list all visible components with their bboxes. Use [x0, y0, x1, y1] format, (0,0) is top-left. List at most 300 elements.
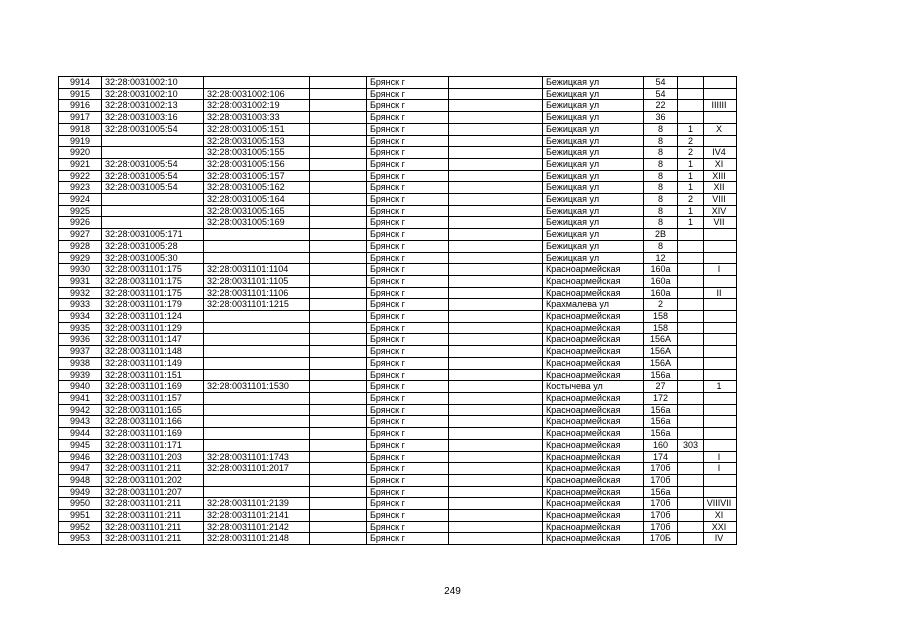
- cadastral-number-cell: 32:28:0031101:166: [102, 416, 204, 428]
- street-cell: Красноармейская: [543, 287, 644, 299]
- row-number-cell: 9916: [59, 100, 102, 112]
- empty-cell: [449, 521, 543, 533]
- cadastral-number-cell: 32:28:0031005:28: [102, 240, 204, 252]
- house-cell: 170б: [644, 521, 678, 533]
- table-row: [59, 240, 737, 252]
- city-cell: Брянск г: [367, 217, 449, 229]
- city-cell: Брянск г: [367, 205, 449, 217]
- empty-cell: [449, 381, 543, 393]
- flat-cell: [678, 428, 704, 440]
- table-row: [59, 194, 737, 206]
- empty-cell: [310, 217, 367, 229]
- empty-cell: [310, 334, 367, 346]
- empty-cell: [310, 170, 367, 182]
- table-row: [59, 170, 737, 182]
- object-number-cell: [204, 334, 310, 346]
- house-cell: 160а: [644, 264, 678, 276]
- city-cell: Брянск г: [367, 299, 449, 311]
- empty-cell: [449, 404, 543, 416]
- flat-cell: 1: [678, 205, 704, 217]
- table-row: [59, 299, 737, 311]
- flat-cell: [678, 264, 704, 276]
- table-row: [59, 135, 737, 147]
- flat-cell: [678, 463, 704, 475]
- street-cell: Красноармейская: [543, 369, 644, 381]
- city-cell: Брянск г: [367, 521, 449, 533]
- room-cell: [704, 369, 737, 381]
- street-cell: Красноармейская: [543, 428, 644, 440]
- row-number-cell: 9929: [59, 252, 102, 264]
- house-cell: 172: [644, 392, 678, 404]
- table-row: [59, 486, 737, 498]
- city-cell: Брянск г: [367, 369, 449, 381]
- city-cell: Брянск г: [367, 252, 449, 264]
- row-number-cell: 9948: [59, 474, 102, 486]
- city-cell: Брянск г: [367, 510, 449, 522]
- empty-cell: [449, 498, 543, 510]
- street-cell: Красноармейская: [543, 498, 644, 510]
- table-row: [59, 428, 737, 440]
- house-cell: 158: [644, 322, 678, 334]
- room-cell: [704, 334, 737, 346]
- table-row: [59, 182, 737, 194]
- flat-cell: 1: [678, 170, 704, 182]
- flat-cell: 1: [678, 158, 704, 170]
- room-cell: [704, 275, 737, 287]
- room-cell: XII: [704, 182, 737, 194]
- flat-cell: [678, 416, 704, 428]
- cadastral-number-cell: [102, 205, 204, 217]
- flat-cell: [678, 510, 704, 522]
- table-row: [59, 100, 737, 112]
- house-cell: 156а: [644, 428, 678, 440]
- object-number-cell: [204, 311, 310, 323]
- room-cell: [704, 299, 737, 311]
- cadastral-number-cell: 32:28:0031003:16: [102, 112, 204, 124]
- city-cell: Брянск г: [367, 404, 449, 416]
- object-number-cell: 32:28:0031005:169: [204, 217, 310, 229]
- cadastral-number-cell: 32:28:0031002:10: [102, 88, 204, 100]
- empty-cell: [449, 369, 543, 381]
- street-cell: Красноармейская: [543, 451, 644, 463]
- empty-cell: [449, 287, 543, 299]
- empty-cell: [449, 439, 543, 451]
- city-cell: Брянск г: [367, 194, 449, 206]
- cadastral-number-cell: 32:28:0031101:175: [102, 264, 204, 276]
- cadastral-number-cell: 32:28:0031101:149: [102, 357, 204, 369]
- object-number-cell: [204, 252, 310, 264]
- house-cell: 156А: [644, 346, 678, 358]
- flat-cell: [678, 240, 704, 252]
- object-number-cell: [204, 416, 310, 428]
- object-number-cell: 32:28:0031101:1104: [204, 264, 310, 276]
- table-row: [59, 451, 737, 463]
- empty-cell: [310, 77, 367, 89]
- row-number-cell: 9942: [59, 404, 102, 416]
- table-row: [59, 334, 737, 346]
- empty-cell: [310, 311, 367, 323]
- table-row: [59, 381, 737, 393]
- city-cell: Брянск г: [367, 77, 449, 89]
- empty-cell: [449, 147, 543, 159]
- flat-cell: [678, 252, 704, 264]
- street-cell: Бежицкая ул: [543, 88, 644, 100]
- cadastral-number-cell: 32:28:0031101:175: [102, 287, 204, 299]
- empty-cell: [310, 521, 367, 533]
- flat-cell: 2: [678, 147, 704, 159]
- row-number-cell: 9921: [59, 158, 102, 170]
- room-cell: IV4: [704, 147, 737, 159]
- row-number-cell: 9918: [59, 123, 102, 135]
- empty-cell: [449, 463, 543, 475]
- object-number-cell: [204, 474, 310, 486]
- room-cell: [704, 416, 737, 428]
- flat-cell: 303: [678, 439, 704, 451]
- flat-cell: [678, 474, 704, 486]
- row-number-cell: 9934: [59, 311, 102, 323]
- empty-cell: [449, 474, 543, 486]
- table-row: [59, 521, 737, 533]
- cadastral-number-cell: 32:28:0031101:202: [102, 474, 204, 486]
- house-cell: 160: [644, 439, 678, 451]
- room-cell: [704, 135, 737, 147]
- street-cell: Бежицкая ул: [543, 135, 644, 147]
- empty-cell: [310, 252, 367, 264]
- flat-cell: [678, 369, 704, 381]
- street-cell: Бежицкая ул: [543, 112, 644, 124]
- city-cell: Брянск г: [367, 123, 449, 135]
- row-number-cell: 9915: [59, 88, 102, 100]
- row-number-cell: 9920: [59, 147, 102, 159]
- table-row: [59, 112, 737, 124]
- city-cell: Брянск г: [367, 112, 449, 124]
- object-number-cell: 32:28:0031101:1105: [204, 275, 310, 287]
- street-cell: Бежицкая ул: [543, 205, 644, 217]
- city-cell: Брянск г: [367, 416, 449, 428]
- street-cell: Красноармейская: [543, 334, 644, 346]
- empty-cell: [449, 240, 543, 252]
- cadastral-number-cell: 32:28:0031101:169: [102, 381, 204, 393]
- object-number-cell: 32:28:0031002:106: [204, 88, 310, 100]
- cadastral-number-cell: 32:28:0031101:211: [102, 533, 204, 545]
- street-cell: Красноармейская: [543, 486, 644, 498]
- object-number-cell: 32:28:0031005:157: [204, 170, 310, 182]
- empty-cell: [449, 77, 543, 89]
- flat-cell: [678, 311, 704, 323]
- room-cell: [704, 486, 737, 498]
- room-cell: I: [704, 463, 737, 475]
- city-cell: Брянск г: [367, 287, 449, 299]
- cadastral-number-cell: 32:28:0031002:10: [102, 77, 204, 89]
- object-number-cell: [204, 240, 310, 252]
- city-cell: Брянск г: [367, 381, 449, 393]
- room-cell: IIIIII: [704, 100, 737, 112]
- empty-cell: [310, 194, 367, 206]
- house-cell: 8: [644, 182, 678, 194]
- city-cell: Брянск г: [367, 474, 449, 486]
- cadastral-number-cell: 32:28:0031101:203: [102, 451, 204, 463]
- table-row: [59, 217, 737, 229]
- city-cell: Брянск г: [367, 158, 449, 170]
- house-cell: 8: [644, 240, 678, 252]
- empty-cell: [449, 252, 543, 264]
- house-cell: 12: [644, 252, 678, 264]
- row-number-cell: 9933: [59, 299, 102, 311]
- city-cell: Брянск г: [367, 100, 449, 112]
- empty-cell: [449, 533, 543, 545]
- room-cell: [704, 252, 737, 264]
- cadastral-number-cell: 32:28:0031101:179: [102, 299, 204, 311]
- city-cell: Брянск г: [367, 498, 449, 510]
- empty-cell: [449, 334, 543, 346]
- empty-cell: [449, 346, 543, 358]
- flat-cell: [678, 346, 704, 358]
- table-row: [59, 474, 737, 486]
- object-number-cell: 32:28:0031005:165: [204, 205, 310, 217]
- flat-cell: [678, 451, 704, 463]
- cadastral-number-cell: 32:28:0031101:151: [102, 369, 204, 381]
- table-row: [59, 404, 737, 416]
- flat-cell: [678, 112, 704, 124]
- house-cell: 174: [644, 451, 678, 463]
- flat-cell: 2: [678, 194, 704, 206]
- street-cell: Бежицкая ул: [543, 252, 644, 264]
- house-cell: 156а: [644, 416, 678, 428]
- cadastral-number-cell: 32:28:0031101:124: [102, 311, 204, 323]
- empty-cell: [449, 205, 543, 217]
- street-cell: Красноармейская: [543, 439, 644, 451]
- table-row: [59, 275, 737, 287]
- flat-cell: [678, 404, 704, 416]
- house-cell: 170б: [644, 510, 678, 522]
- city-cell: Брянск г: [367, 486, 449, 498]
- street-cell: Бежицкая ул: [543, 182, 644, 194]
- empty-cell: [310, 533, 367, 545]
- table-row: [59, 252, 737, 264]
- table-row: [59, 229, 737, 241]
- cadastral-number-cell: 32:28:0031005:54: [102, 123, 204, 135]
- empty-cell: [310, 357, 367, 369]
- room-cell: [704, 428, 737, 440]
- table-row: [59, 357, 737, 369]
- empty-cell: [449, 229, 543, 241]
- room-cell: VII: [704, 217, 737, 229]
- object-number-cell: 32:28:0031101:2139: [204, 498, 310, 510]
- empty-cell: [449, 194, 543, 206]
- object-number-cell: 32:28:0031002:19: [204, 100, 310, 112]
- cadastral-number-cell: 32:28:0031101:207: [102, 486, 204, 498]
- house-cell: 8: [644, 147, 678, 159]
- city-cell: Брянск г: [367, 170, 449, 182]
- room-cell: XI: [704, 510, 737, 522]
- room-cell: [704, 240, 737, 252]
- empty-cell: [310, 112, 367, 124]
- room-cell: [704, 77, 737, 89]
- house-cell: 156А: [644, 334, 678, 346]
- row-number-cell: 9926: [59, 217, 102, 229]
- cadastral-number-cell: 32:28:0031101:211: [102, 463, 204, 475]
- empty-cell: [310, 88, 367, 100]
- street-cell: Красноармейская: [543, 322, 644, 334]
- city-cell: Брянск г: [367, 182, 449, 194]
- row-number-cell: 9952: [59, 521, 102, 533]
- city-cell: Брянск г: [367, 88, 449, 100]
- house-cell: 156а: [644, 404, 678, 416]
- row-number-cell: 9914: [59, 77, 102, 89]
- flat-cell: [678, 533, 704, 545]
- empty-cell: [310, 205, 367, 217]
- room-cell: XIII: [704, 170, 737, 182]
- object-number-cell: [204, 439, 310, 451]
- empty-cell: [310, 392, 367, 404]
- row-number-cell: 9949: [59, 486, 102, 498]
- room-cell: X: [704, 123, 737, 135]
- cadastral-number-cell: [102, 194, 204, 206]
- object-number-cell: 32:28:0031005:162: [204, 182, 310, 194]
- table-row: [59, 147, 737, 159]
- object-number-cell: 32:28:0031005:151: [204, 123, 310, 135]
- cadastral-number-cell: [102, 217, 204, 229]
- street-cell: Бежицкая ул: [543, 217, 644, 229]
- house-cell: 8: [644, 135, 678, 147]
- room-cell: XI: [704, 158, 737, 170]
- empty-cell: [310, 451, 367, 463]
- object-number-cell: 32:28:0031005:156: [204, 158, 310, 170]
- city-cell: Брянск г: [367, 533, 449, 545]
- row-number-cell: 9940: [59, 381, 102, 393]
- row-number-cell: 9953: [59, 533, 102, 545]
- flat-cell: [678, 381, 704, 393]
- cadastral-number-cell: 32:28:0031101:165: [102, 404, 204, 416]
- street-cell: Бежицкая ул: [543, 147, 644, 159]
- street-cell: Бежицкая ул: [543, 170, 644, 182]
- object-number-cell: [204, 486, 310, 498]
- row-number-cell: 9938: [59, 357, 102, 369]
- table-row: [59, 346, 737, 358]
- object-number-cell: [204, 369, 310, 381]
- room-cell: [704, 357, 737, 369]
- empty-cell: [449, 170, 543, 182]
- object-number-cell: [204, 404, 310, 416]
- room-cell: [704, 392, 737, 404]
- object-number-cell: 32:28:0031005:164: [204, 194, 310, 206]
- street-cell: Красноармейская: [543, 392, 644, 404]
- house-cell: 158: [644, 311, 678, 323]
- house-cell: 54: [644, 77, 678, 89]
- street-cell: Красноармейская: [543, 521, 644, 533]
- room-cell: IV: [704, 533, 737, 545]
- object-number-cell: 32:28:0031101:2142: [204, 521, 310, 533]
- row-number-cell: 9935: [59, 322, 102, 334]
- table-row: [59, 510, 737, 522]
- object-number-cell: 32:28:0031005:155: [204, 147, 310, 159]
- empty-cell: [449, 112, 543, 124]
- empty-cell: [449, 123, 543, 135]
- cadastral-number-cell: 32:28:0031005:54: [102, 182, 204, 194]
- empty-cell: [449, 100, 543, 112]
- house-cell: 8: [644, 205, 678, 217]
- row-number-cell: 9950: [59, 498, 102, 510]
- table-row: [59, 322, 737, 334]
- empty-cell: [449, 264, 543, 276]
- object-number-cell: [204, 229, 310, 241]
- street-cell: Красноармейская: [543, 311, 644, 323]
- street-cell: Красноармейская: [543, 264, 644, 276]
- flat-cell: 1: [678, 217, 704, 229]
- flat-cell: [678, 77, 704, 89]
- city-cell: Брянск г: [367, 357, 449, 369]
- city-cell: Брянск г: [367, 334, 449, 346]
- table-row: [59, 287, 737, 299]
- room-cell: II: [704, 287, 737, 299]
- row-number-cell: 9919: [59, 135, 102, 147]
- street-cell: Красноармейская: [543, 404, 644, 416]
- cadastral-number-cell: 32:28:0031101:211: [102, 510, 204, 522]
- empty-cell: [310, 240, 367, 252]
- cadastral-number-cell: 32:28:0031005:30: [102, 252, 204, 264]
- city-cell: Брянск г: [367, 346, 449, 358]
- empty-cell: [449, 322, 543, 334]
- street-cell: Красноармейская: [543, 346, 644, 358]
- empty-cell: [449, 88, 543, 100]
- row-number-cell: 9951: [59, 510, 102, 522]
- object-number-cell: [204, 357, 310, 369]
- room-cell: I: [704, 451, 737, 463]
- object-number-cell: 32:28:0031101:1106: [204, 287, 310, 299]
- empty-cell: [310, 147, 367, 159]
- table-row: [59, 123, 737, 135]
- house-cell: 8: [644, 217, 678, 229]
- cadastral-number-cell: 32:28:0031101:211: [102, 521, 204, 533]
- row-number-cell: 9930: [59, 264, 102, 276]
- city-cell: Брянск г: [367, 275, 449, 287]
- house-cell: 156А: [644, 357, 678, 369]
- page-number: 249: [444, 586, 461, 597]
- object-number-cell: [204, 392, 310, 404]
- object-number-cell: 32:28:0031101:2141: [204, 510, 310, 522]
- house-cell: 8: [644, 170, 678, 182]
- house-cell: 2: [644, 299, 678, 311]
- room-cell: [704, 229, 737, 241]
- empty-cell: [310, 275, 367, 287]
- cadastral-number-cell: 32:28:0031005:54: [102, 170, 204, 182]
- row-number-cell: 9927: [59, 229, 102, 241]
- row-number-cell: 9943: [59, 416, 102, 428]
- house-cell: 156а: [644, 486, 678, 498]
- room-cell: [704, 474, 737, 486]
- street-cell: Бежицкая ул: [543, 158, 644, 170]
- empty-cell: [310, 346, 367, 358]
- empty-cell: [310, 510, 367, 522]
- empty-cell: [449, 311, 543, 323]
- cadastral-number-cell: 32:28:0031005:171: [102, 229, 204, 241]
- cadastral-number-cell: 32:28:0031101:211: [102, 498, 204, 510]
- empty-cell: [449, 428, 543, 440]
- street-cell: Бежицкая ул: [543, 240, 644, 252]
- flat-cell: [678, 521, 704, 533]
- empty-cell: [310, 474, 367, 486]
- flat-cell: 1: [678, 123, 704, 135]
- empty-cell: [449, 275, 543, 287]
- empty-cell: [310, 404, 367, 416]
- empty-cell: [310, 299, 367, 311]
- city-cell: Брянск г: [367, 322, 449, 334]
- city-cell: Брянск г: [367, 428, 449, 440]
- row-number-cell: 9922: [59, 170, 102, 182]
- table-row: [59, 264, 737, 276]
- cadastral-number-cell: 32:28:0031101:169: [102, 428, 204, 440]
- house-cell: 8: [644, 123, 678, 135]
